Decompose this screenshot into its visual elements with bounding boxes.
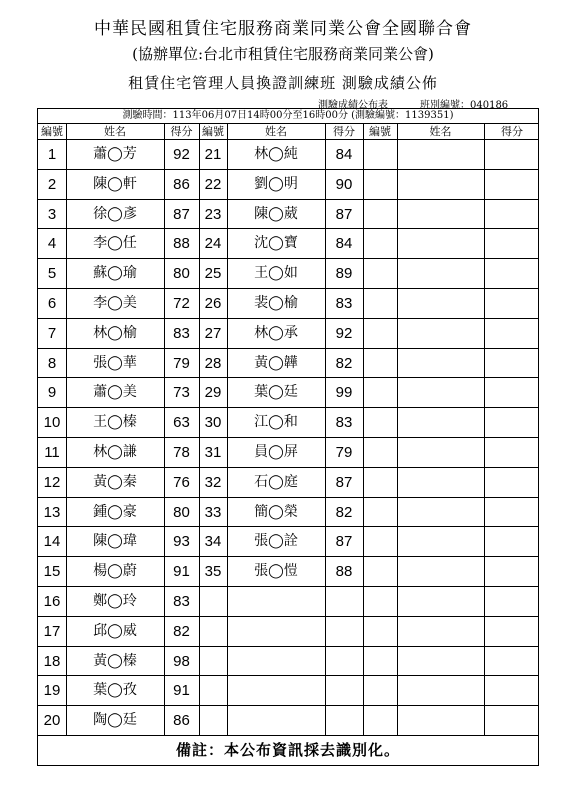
row-number: 30 bbox=[204, 414, 222, 432]
student-name bbox=[397, 378, 484, 407]
student-score: 93 bbox=[173, 533, 190, 551]
row-number: 15 bbox=[43, 563, 61, 581]
row-number bbox=[363, 289, 397, 318]
student-name bbox=[397, 468, 484, 497]
student-score bbox=[484, 617, 540, 646]
row-number bbox=[363, 140, 397, 169]
column-divider bbox=[227, 124, 228, 736]
col-header-score: 得分 bbox=[170, 125, 193, 138]
document-title: 中華民國租賃住宅服務商業同業公會全國聯合會 bbox=[94, 19, 472, 39]
row-number: 20 bbox=[43, 712, 61, 730]
row-number: 1 bbox=[47, 146, 57, 163]
table-row bbox=[38, 200, 538, 230]
student-name: 楊◯蔚 bbox=[93, 563, 137, 580]
row-number bbox=[363, 647, 397, 676]
row-number bbox=[363, 378, 397, 407]
table-row bbox=[38, 408, 538, 438]
row-number bbox=[363, 200, 397, 229]
student-name: 陳◯軒 bbox=[93, 175, 137, 192]
student-score bbox=[325, 647, 363, 676]
student-name bbox=[397, 676, 484, 705]
column-divider bbox=[363, 124, 364, 736]
row-number: 35 bbox=[204, 563, 222, 581]
table-row bbox=[38, 140, 538, 170]
table-row bbox=[38, 229, 538, 259]
table-row bbox=[38, 587, 538, 617]
row-number: 28 bbox=[204, 354, 222, 372]
student-name bbox=[397, 229, 484, 258]
row-number: 6 bbox=[47, 295, 57, 312]
student-name bbox=[397, 587, 484, 616]
student-score bbox=[325, 617, 363, 646]
row-number: 8 bbox=[47, 354, 57, 372]
student-score bbox=[484, 229, 540, 258]
student-name: 黃◯韡 bbox=[254, 354, 298, 371]
student-name: 葉◯廷 bbox=[254, 384, 298, 401]
student-name: 石◯庭 bbox=[254, 473, 298, 490]
row-number: 10 bbox=[43, 414, 61, 432]
table-row bbox=[38, 438, 538, 468]
student-name: 張◯愷 bbox=[254, 563, 298, 580]
table-row bbox=[38, 647, 538, 677]
student-name: 李◯美 bbox=[93, 295, 137, 311]
row-number bbox=[363, 349, 397, 378]
student-name: 邱◯威 bbox=[93, 622, 137, 639]
row-number: 14 bbox=[43, 533, 61, 551]
row-number bbox=[199, 706, 227, 735]
student-name bbox=[397, 706, 484, 735]
row-number bbox=[363, 676, 397, 705]
row-number: 27 bbox=[204, 324, 222, 342]
student-name: 陶◯廷 bbox=[93, 712, 137, 729]
table-row bbox=[38, 676, 538, 706]
student-name bbox=[397, 647, 484, 676]
student-score: 88 bbox=[335, 563, 353, 581]
student-name: 黃◯秦 bbox=[93, 473, 137, 490]
row-number: 29 bbox=[204, 384, 222, 402]
student-name: 張◯詮 bbox=[254, 533, 298, 550]
row-number: 32 bbox=[204, 473, 222, 491]
student-name bbox=[397, 438, 484, 467]
student-score: 84 bbox=[335, 146, 353, 163]
row-number: 33 bbox=[204, 503, 222, 521]
student-score: 86 bbox=[173, 712, 190, 730]
table-row bbox=[38, 170, 538, 200]
row-number: 24 bbox=[204, 235, 222, 253]
row-number bbox=[199, 676, 227, 705]
student-score: 87 bbox=[335, 533, 353, 551]
row-number: 17 bbox=[43, 622, 61, 640]
student-score: 79 bbox=[335, 444, 353, 461]
row-number: 31 bbox=[204, 444, 222, 461]
student-name bbox=[397, 557, 484, 586]
organizer-line: (協辦單位:台北市租賃住宅服務商業同業公會) bbox=[132, 45, 434, 63]
student-name: 葉◯孜 bbox=[93, 682, 137, 699]
student-name: 李◯任 bbox=[93, 235, 137, 252]
student-score bbox=[484, 468, 540, 497]
student-score bbox=[484, 527, 540, 556]
column-divider bbox=[325, 124, 326, 736]
student-name: 蕭◯芳 bbox=[93, 146, 137, 162]
column-header-row bbox=[38, 124, 538, 140]
student-score: 92 bbox=[173, 146, 190, 163]
row-number: 5 bbox=[47, 265, 57, 283]
student-score: 99 bbox=[335, 384, 353, 402]
student-name: 沈◯寶 bbox=[254, 235, 298, 252]
row-number: 19 bbox=[43, 682, 61, 700]
student-name bbox=[397, 170, 484, 199]
row-number bbox=[363, 557, 397, 586]
student-name bbox=[397, 349, 484, 378]
student-score: 83 bbox=[335, 295, 353, 312]
row-number: 16 bbox=[43, 593, 61, 610]
student-name: 江◯和 bbox=[254, 414, 298, 431]
student-name: 裴◯榆 bbox=[254, 295, 298, 311]
student-score bbox=[484, 259, 540, 288]
row-number: 2 bbox=[47, 175, 57, 193]
student-name: 王◯榛 bbox=[93, 414, 137, 431]
row-number: 4 bbox=[47, 235, 57, 253]
student-score: 86 bbox=[173, 175, 190, 193]
column-divider bbox=[66, 124, 67, 736]
student-name: 鍾◯豪 bbox=[93, 503, 137, 520]
student-name: 陳◯瑋 bbox=[93, 533, 137, 550]
document-subtitle: 租賃住宅管理人員換證訓練班 測驗成績公佈 bbox=[128, 74, 438, 92]
student-name bbox=[227, 587, 325, 616]
student-score: 72 bbox=[173, 295, 190, 312]
student-score bbox=[484, 289, 540, 318]
student-score bbox=[325, 706, 363, 735]
student-name bbox=[397, 319, 484, 348]
row-number bbox=[363, 498, 397, 527]
student-name: 鄭◯玲 bbox=[93, 593, 137, 609]
student-score bbox=[484, 408, 540, 437]
student-score bbox=[484, 557, 540, 586]
student-score: 87 bbox=[173, 205, 190, 223]
student-name: 員◯屏 bbox=[254, 444, 298, 460]
student-score: 83 bbox=[173, 593, 190, 610]
row-number: 26 bbox=[204, 295, 222, 312]
student-score: 87 bbox=[335, 205, 353, 223]
student-name bbox=[227, 676, 325, 705]
student-score bbox=[484, 349, 540, 378]
student-score: 82 bbox=[173, 622, 190, 640]
publish-label: 測驗成績公布表 bbox=[318, 100, 388, 111]
row-number bbox=[199, 587, 227, 616]
student-score: 80 bbox=[173, 265, 190, 283]
row-number bbox=[363, 229, 397, 258]
student-name: 林◯純 bbox=[254, 146, 298, 162]
student-name: 王◯如 bbox=[254, 265, 298, 282]
student-name bbox=[397, 140, 484, 169]
student-score: 63 bbox=[173, 414, 190, 432]
student-score: 92 bbox=[335, 324, 353, 342]
row-number bbox=[363, 170, 397, 199]
row-number: 13 bbox=[43, 503, 61, 521]
student-score: 73 bbox=[173, 384, 190, 402]
student-score: 79 bbox=[173, 354, 190, 372]
student-score bbox=[484, 498, 540, 527]
row-number: 21 bbox=[204, 146, 222, 163]
student-score bbox=[484, 647, 540, 676]
table-row bbox=[38, 498, 538, 528]
student-name: 蘇◯瑜 bbox=[93, 265, 137, 282]
row-number: 18 bbox=[43, 652, 61, 670]
student-score: 76 bbox=[173, 473, 190, 491]
row-number: 34 bbox=[204, 533, 222, 551]
student-score: 78 bbox=[173, 444, 190, 461]
student-name bbox=[227, 706, 325, 735]
student-score: 90 bbox=[335, 175, 353, 193]
table-row bbox=[38, 378, 538, 408]
row-number bbox=[363, 468, 397, 497]
row-number: 25 bbox=[204, 265, 222, 283]
student-name bbox=[397, 617, 484, 646]
row-number bbox=[199, 647, 227, 676]
student-score bbox=[484, 378, 540, 407]
row-number: 7 bbox=[47, 324, 57, 342]
table-body bbox=[38, 140, 538, 736]
table-row bbox=[38, 527, 538, 557]
row-number bbox=[363, 319, 397, 348]
student-score bbox=[484, 587, 540, 616]
row-number: 9 bbox=[47, 384, 57, 402]
row-number bbox=[199, 617, 227, 646]
student-name: 林◯謙 bbox=[93, 444, 137, 460]
student-name: 林◯承 bbox=[254, 324, 298, 341]
table-row bbox=[38, 289, 538, 319]
col-header-name: 姓名 bbox=[104, 125, 126, 138]
col-header-name: 姓名 bbox=[429, 125, 452, 138]
row-number: 22 bbox=[204, 175, 222, 193]
student-name: 陳◯葳 bbox=[254, 205, 298, 222]
student-name bbox=[227, 617, 325, 646]
student-name: 黃◯榛 bbox=[93, 652, 137, 669]
row-number: 23 bbox=[204, 205, 222, 223]
student-score bbox=[484, 200, 540, 229]
col-header-name: 姓名 bbox=[265, 125, 287, 138]
table-row bbox=[38, 706, 538, 736]
row-number bbox=[363, 617, 397, 646]
class-code: 班別編號：040186 bbox=[420, 100, 509, 111]
student-name bbox=[397, 498, 484, 527]
student-score: 82 bbox=[335, 503, 353, 521]
table-row bbox=[38, 319, 538, 349]
student-name: 林◯榆 bbox=[93, 324, 137, 341]
student-score bbox=[325, 587, 363, 616]
row-number bbox=[363, 706, 397, 735]
col-header-number: 編號 bbox=[202, 125, 224, 138]
student-name bbox=[397, 408, 484, 437]
student-score: 82 bbox=[335, 354, 353, 372]
col-header-number: 編號 bbox=[369, 125, 391, 138]
student-name bbox=[397, 289, 484, 318]
student-score bbox=[325, 676, 363, 705]
table-row bbox=[38, 468, 538, 498]
student-score: 98 bbox=[173, 652, 190, 670]
row-number bbox=[363, 587, 397, 616]
student-score: 87 bbox=[335, 473, 353, 491]
row-number bbox=[363, 259, 397, 288]
student-name bbox=[227, 647, 325, 676]
student-name: 簡◯榮 bbox=[254, 503, 298, 520]
col-header-number: 編號 bbox=[41, 125, 63, 138]
student-score: 83 bbox=[335, 414, 353, 432]
student-score: 91 bbox=[173, 563, 190, 581]
student-name: 徐◯彥 bbox=[93, 205, 137, 222]
table-row bbox=[38, 557, 538, 587]
footnote: 備註：本公布資訊採去識別化。 bbox=[175, 741, 400, 759]
row-number: 11 bbox=[44, 444, 60, 461]
student-name: 劉◯明 bbox=[254, 175, 298, 192]
col-header-score: 得分 bbox=[501, 125, 523, 138]
student-name bbox=[397, 527, 484, 556]
row-number: 12 bbox=[43, 473, 61, 491]
exam-time-line: 測驗時間：113年06月07日14時00分至16時00分 (測驗編號：1139351) bbox=[38, 109, 538, 124]
student-score: 91 bbox=[173, 682, 190, 700]
student-name bbox=[397, 259, 484, 288]
score-table bbox=[37, 108, 539, 766]
student-score: 84 bbox=[335, 235, 353, 253]
row-number bbox=[363, 527, 397, 556]
table-row bbox=[38, 259, 538, 289]
table-row bbox=[38, 617, 538, 647]
row-number: 3 bbox=[47, 205, 57, 223]
student-score: 89 bbox=[335, 265, 353, 283]
student-score bbox=[484, 170, 540, 199]
student-name: 蕭◯美 bbox=[93, 384, 137, 401]
column-divider bbox=[397, 124, 398, 736]
table-row bbox=[38, 349, 538, 379]
col-header-score: 得分 bbox=[333, 125, 355, 138]
student-score: 80 bbox=[173, 503, 190, 521]
student-name bbox=[397, 200, 484, 229]
row-number bbox=[363, 438, 397, 467]
student-score: 83 bbox=[173, 324, 190, 342]
column-divider bbox=[199, 124, 200, 736]
student-name: 張◯華 bbox=[93, 354, 137, 371]
student-score bbox=[484, 319, 540, 348]
student-score bbox=[484, 676, 540, 705]
column-divider bbox=[484, 124, 485, 736]
student-score bbox=[484, 438, 540, 467]
student-score bbox=[484, 706, 540, 735]
row-number bbox=[363, 408, 397, 437]
column-divider bbox=[164, 124, 165, 736]
student-score bbox=[484, 140, 540, 169]
student-score: 88 bbox=[173, 235, 190, 253]
